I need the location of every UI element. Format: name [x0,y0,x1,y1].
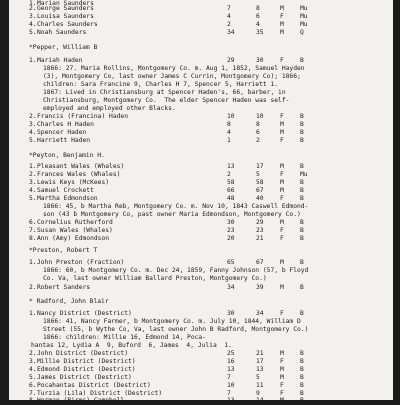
sex: M [280,163,284,170]
age-1867: 5 [256,171,260,178]
age-1866: 29 [227,57,235,64]
age-1866: 10 [227,382,235,389]
row-index: 3. [29,179,37,186]
person-row [9,13,393,21]
person-name: Edmond District (Destrict) [37,366,136,373]
race: B [300,121,304,128]
person-row [9,382,393,390]
sex: F [280,390,284,397]
age-1866: 34 [227,29,235,36]
age-1867: 34 [256,310,264,317]
person-name: Turzia (Lila) District (Destrict) [37,390,163,397]
person-name: Marian Saunders [37,0,94,7]
age-1867: 17 [256,163,264,170]
row-index: 2. [29,113,37,120]
race: B [300,219,304,226]
note-text: employed and employed other Blacks. [43,105,176,112]
person-row [9,29,393,37]
row-index: 2. [29,284,37,291]
age-1867: 13 [256,366,264,373]
age-1866: 10 [227,113,235,120]
row-index: 6. [29,382,37,389]
row-index: 5. [29,137,37,144]
person-row [9,374,393,382]
race: B [300,382,304,389]
sex: F [280,195,284,202]
age-1867: 39 [256,284,264,291]
age-1866: 16 [227,358,235,365]
person-row [9,5,393,13]
row-index: 2. [29,171,37,178]
race: B [300,366,304,373]
person-name: John Preston (Fraction) [37,259,125,266]
person-row [9,21,393,29]
row-index: 5. [29,29,37,36]
note-text: son (43 b Montgomery Co, past owner Maria Edmondson, Montgomery Co.) [43,211,301,218]
sex: M [280,121,284,128]
person-row [9,195,393,203]
race: B [300,259,304,266]
person-row [9,284,393,292]
person-row [9,397,393,405]
sex: M [280,21,284,28]
sex: M [280,374,284,381]
race: B [300,227,304,234]
age-1866: 7 [227,390,231,397]
age-1867: 8 [256,121,260,128]
age-1866: 4 [227,13,231,20]
person-row [9,310,393,318]
age-1866: 2 [227,171,231,178]
age-1866: 58 [227,179,235,186]
person-row [9,227,393,235]
sex: M [280,284,284,291]
household-heading [9,152,393,160]
age-1866: 1 [227,137,231,144]
household-heading [9,44,393,52]
sex: F [280,137,284,144]
age-1867: 58 [256,179,264,186]
person-row [9,350,393,358]
person-name: James District (Destrict) [37,374,132,381]
note-line [9,89,393,97]
age-1867: 21 [256,350,264,357]
race: B [300,163,304,170]
person-name: Nancy District (Destrict) [37,310,132,317]
sex: M [280,129,284,136]
row-index: 4. [29,129,37,136]
sex: F [280,358,284,365]
age-1866: 25 [227,350,235,357]
age-1866: 30 [227,310,235,317]
person-name: Spencer Haden [37,129,87,136]
row-index: 2. [29,350,37,357]
row-index: 6. [29,219,37,226]
row-index: 7. [29,227,37,234]
sex: F [280,171,284,178]
person-row [9,163,393,171]
row-index: 1. [29,0,37,7]
note-line [9,318,393,326]
note-text: Street (55, b Wythe Co, Va, last owner John B Radford, Montgomery Co.) [43,326,309,333]
race: B [300,310,304,317]
age-1866: 20 [227,235,235,242]
person-name: Pleasant Wales (Whales) [37,163,125,170]
race: Mu [300,5,308,12]
race: B [300,57,304,64]
person-row [9,179,393,187]
person-name: Herman (Birms) Campbell [37,397,125,404]
age-1866: 13 [227,366,235,373]
age-1867: 21 [256,235,264,242]
race: B [300,358,304,365]
note-line [9,203,393,211]
person-row [9,137,393,145]
race: B [300,129,304,136]
age-1866: 7 [227,374,231,381]
row-index: 3. [29,121,37,128]
row-index: 8. [29,235,37,242]
document-page [9,0,393,404]
age-1867: 5 [256,374,260,381]
age-1866: 34 [227,284,235,291]
household-head-name: *Peyton, Benjamin H. [29,152,105,159]
household-head-name: *Pepper, William B [29,44,98,51]
note-line [9,105,393,113]
race: B [300,187,304,194]
household-head-name: * Radford, John Blair [29,298,109,305]
household-head-name: *Preston, Robert T [29,247,98,254]
sex: M [280,187,284,194]
age-1866: 23 [227,227,235,234]
age-1866: 65 [227,259,235,266]
sex: M [280,5,284,12]
note-text: (3), Montgomery Co, last owner James C Currin, Montgomery Co); 1866; [43,73,301,80]
sex: F [280,113,284,120]
row-index: 4. [29,366,37,373]
age-1867: 40 [256,195,264,202]
row-index: 7. [29,390,37,397]
person-name: George Saunders [37,5,94,12]
note-line [9,211,393,219]
note-text: children: Sara Francine 9, Charles H 7, Spencer 5, Harriett 1. [43,81,279,88]
person-name: Martha Edmondson [37,195,98,202]
age-1867: 67 [256,259,264,266]
age-1866: 13 [227,397,235,404]
note-text: 1866: 60, b Montgomery Co. m. Dec 24, 1859, Fanny Johnson (57, b Floyd [43,267,309,274]
row-index: 8. [29,397,37,404]
note-text: 1866: 41, Nancy Farmer, b Montgomery Co. m. July 10, 1844, William D [43,318,301,325]
person-row [9,235,393,243]
row-index: 5. [29,195,37,202]
race: B [300,284,304,291]
age-1867: 30 [256,57,264,64]
person-row [9,113,393,121]
note-line [9,342,393,350]
person-name: Robert Sanders [37,284,91,291]
race: Mu [300,13,308,20]
person-name: Lewis Keys (McKees) [37,179,110,186]
race: Mu [300,21,308,28]
age-1867: 2 [256,137,260,144]
person-name: Ann (Amy) Edmondson [37,235,110,242]
note-line [9,275,393,283]
sex: F [280,382,284,389]
age-1867: 8 [256,5,260,12]
race: B [300,113,304,120]
row-index: 2. [29,5,37,12]
note-text: Christiansburg, Montgomery Co. The elder Spencer Haden was self- [43,97,290,104]
person-name: Pocahantas District (Destrict) [37,382,151,389]
person-name: Louisa Saunders [37,13,94,20]
race: B [300,397,304,404]
note-line [9,326,393,334]
age-1866: 8 [227,121,231,128]
person-name: Charles Saunders [37,21,98,28]
sex: M [280,350,284,357]
race: B [300,137,304,144]
age-1866: 4 [227,129,231,136]
race: B [300,374,304,381]
household-heading [9,298,393,306]
row-index: 1. [29,163,37,170]
person-name: Francis (Francina) Haden [37,113,128,120]
row-index: 3. [29,358,37,365]
age-1867: 9 [256,390,260,397]
sex: F [280,235,284,242]
person-row [9,259,393,267]
note-text: Co. Va, last owner William Ballard Preston, Montgomery Co.) [43,275,267,282]
person-row [9,171,393,179]
sex: F [280,227,284,234]
age-1866: 2 [227,21,231,28]
person-row [9,366,393,374]
person-name: Harriett Haden [37,137,91,144]
sex: M [280,29,284,36]
note-text: 1866: 45, b Martha Reb, Montgomery Co. m. Nov 10, 1843 Caswell Edmond- [43,203,309,210]
note-line [9,267,393,275]
race: B [300,390,304,397]
person-row [9,129,393,137]
race: B [300,235,304,242]
person-row [9,358,393,366]
race: Q [300,29,304,36]
person-name: Millie District (Destrict) [37,358,136,365]
age-1866: 13 [227,163,235,170]
person-row [9,187,393,195]
row-index: 3. [29,13,37,20]
household-heading [9,247,393,255]
row-index: 1. [29,57,37,64]
note-line [9,334,393,342]
row-index: 5. [29,374,37,381]
age-1867: 14 [256,397,264,404]
age-1867: 4 [256,21,260,28]
note-text: 1866: 27. Maria Rollins, Montgomery Co. m. Aug 1, 1852, Samuel Hayden [43,65,305,72]
age-1867: 35 [256,29,264,36]
age-1867: 23 [256,227,264,234]
note-text: 1867: Lived in Christiansburg at Spencer Haden's, 66, barber, in [43,89,286,96]
age-1867: 29 [256,219,264,226]
note-line [9,73,393,81]
person-row [9,121,393,129]
row-index: 4. [29,187,37,194]
age-1867: 17 [256,358,264,365]
person-name: John District (Destrict) [37,350,128,357]
note-line [9,81,393,89]
person-name: Mariah Haden [37,57,83,64]
sex: M [280,366,284,373]
person-name: Frances Wales (Whales) [37,171,121,178]
person-name: Charles H Haden [37,121,94,128]
sex: M [280,397,284,404]
note-text: hantas 12, Lydia A 9, Buford 6, James 4, Julia 1. [31,342,232,349]
note-text: 1866: children: Millie 16, Edmond 14, Poca- [43,334,207,341]
note-line [9,65,393,73]
race: B [300,350,304,357]
age-1866: 66 [227,187,235,194]
age-1867: 6 [256,129,260,136]
age-1867: 67 [256,187,264,194]
person-name: Cornelius Rutherford [37,219,113,226]
race: B [300,195,304,202]
sex: M [280,179,284,186]
row-index: 4. [29,21,37,28]
sex: F [280,13,284,20]
person-row [9,219,393,227]
age-1867: 11 [256,382,264,389]
sex: F [280,57,284,64]
sex: M [280,219,284,226]
person-name: Noah Saunders [37,29,87,36]
race: Mu [300,171,308,178]
age-1866: 7 [227,5,231,12]
age-1867: 6 [256,13,260,20]
person-name: Samuel Crockett [37,187,94,194]
age-1867: 10 [256,113,264,120]
sex: F [280,310,284,317]
row-index: 1. [29,310,37,317]
age-1866: 48 [227,195,235,202]
person-row [9,57,393,65]
row-index: 1. [29,259,37,266]
sex: M [280,259,284,266]
person-name: Susan Wales (Whales) [37,227,113,234]
age-1866: 30 [227,219,235,226]
race: B [300,179,304,186]
note-line [9,97,393,105]
